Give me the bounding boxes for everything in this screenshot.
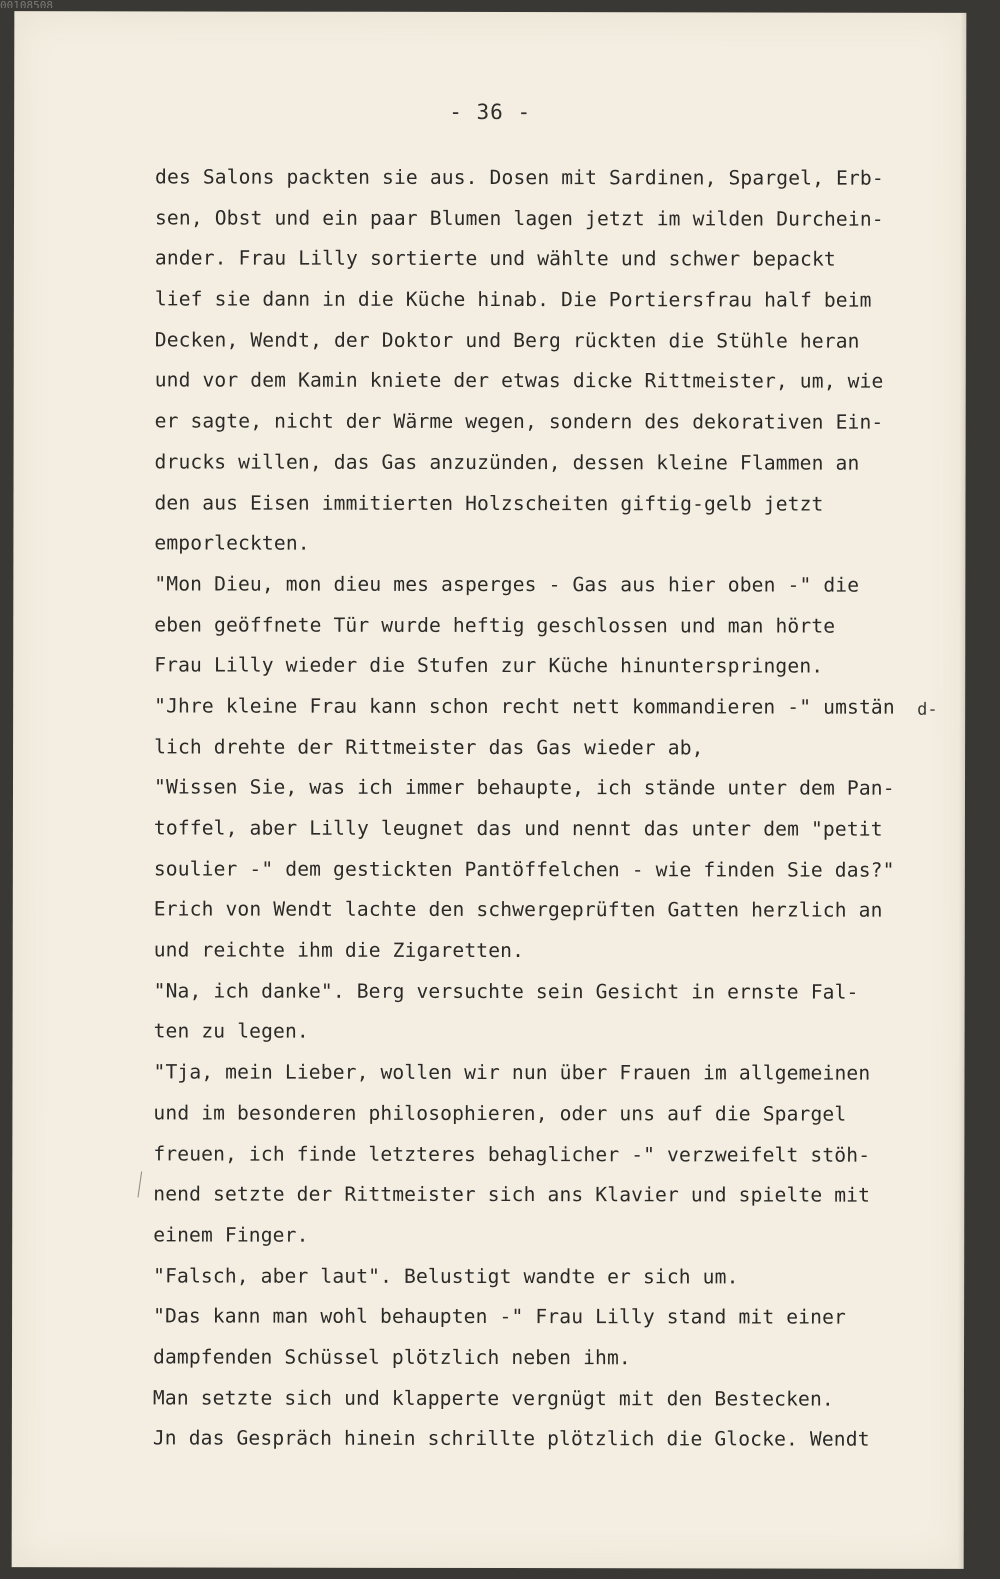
text-line-12: eben geöffnete Tür wurde heftig geschlossen und man hörte: [154, 612, 836, 638]
text-line-1: des Salons packten sie aus. Dosen mit Sardinen, Spargel, Erb-: [155, 165, 884, 190]
text-line-15: lich drehte der Rittmeister das Gas wieder ab,: [154, 735, 704, 759]
text-line-8: drucks willen, das Gas anzuzünden, dessen kleine Flammen an: [154, 450, 860, 475]
text-line-20: und reichte ihm die Zigaretten.: [153, 938, 525, 963]
text-line-5: Decken, Wendt, der Doktor und Berg rückten die Stühle heran: [154, 328, 860, 353]
text-line-32: Jn das Gespräch hinein schrillte plötzlich die Glocke. Wendt: [152, 1426, 870, 1451]
archive-scan-label: 00108508: [0, 0, 53, 8]
text-line-2: sen, Obst und ein paar Blumen lagen jetzt im wilden Durchein-: [154, 206, 884, 231]
text-line-29: "Das kann man wohl behaupten -" Frau Lilly stand mit einer: [153, 1304, 847, 1329]
text-line-16: "Wissen Sie, was ich immer behaupte, ich stände unter dem Pan-: [153, 775, 895, 801]
page-body-text: [153, 157, 975, 1460]
text-line-14: "Jhre kleine Frau kann schon recht nett kommandieren -" umstän: [154, 694, 895, 719]
text-line-24: und im besonderen philosophieren, oder uns auf die Spargel: [153, 1101, 847, 1126]
text-line-30: dampfenden Schüssel plötzlich neben ihm.: [152, 1345, 631, 1370]
text-line-25: freuen, ich finde letzteres behaglicher -" verzweifelt stöh-: [153, 1141, 871, 1167]
text-line-4: lief sie dann in die Küche hinab. Die Portiersfrau half beim: [154, 287, 872, 312]
text-line-9: den aus Eisen immitierten Holzscheiten giftig-gelb jetzt: [154, 490, 824, 516]
typewritten-page: [12, 11, 967, 1569]
stray-pen-mark: [137, 1171, 142, 1197]
text-line-31: Man setzte sich und klapperte vergnügt mit den Bestecken.: [152, 1386, 834, 1411]
text-line-27: einem Finger.: [153, 1223, 309, 1247]
text-line-10: emporleckten.: [154, 531, 310, 555]
page-number: - 36 -: [449, 99, 532, 125]
text-line-28: "Falsch, aber laut". Belustigt wandte er sich um.: [153, 1263, 739, 1288]
text-line-22: ten zu legen.: [153, 1019, 309, 1044]
text-line-6: und vor dem Kamin kniete der etwas dicke Rittmeister, um, wie: [154, 368, 884, 394]
text-line-19: Erich von Wendt lachte den schwergeprüften Gatten herzlich an: [153, 897, 883, 923]
text-line-23: "Tja, mein Lieber, wollen wir nun über Frauen im allgemeinen: [153, 1060, 871, 1085]
text-line-13: Frau Lilly wieder die Stufen zur Küche hinunterspringen.: [154, 653, 824, 678]
text-line-26: nend setzte der Rittmeister sich ans Klavier und spielte mit: [153, 1182, 871, 1207]
text-line-21: "Na, ich danke". Berg versuchte sein Gesicht in ernste Fal-: [153, 979, 859, 1004]
text-line-18: soulier -" dem gestickten Pantöffelchen - wie finden Sie das?": [153, 857, 895, 882]
margin-correction-mark: d-: [917, 699, 938, 720]
text-line-17: toffel, aber Lilly leugnet das und nennt das unter dem "petit: [153, 816, 883, 841]
text-line-11: "Mon Dieu, mon dieu mes asperges - Gas aus hier oben -" die: [154, 572, 860, 597]
text-line-7: er sagte, nicht der Wärme wegen, sondern des dekorativen Ein-: [154, 409, 884, 434]
text-line-3: ander. Frau Lilly sortierte und wählte und schwer bepackt: [154, 246, 836, 271]
